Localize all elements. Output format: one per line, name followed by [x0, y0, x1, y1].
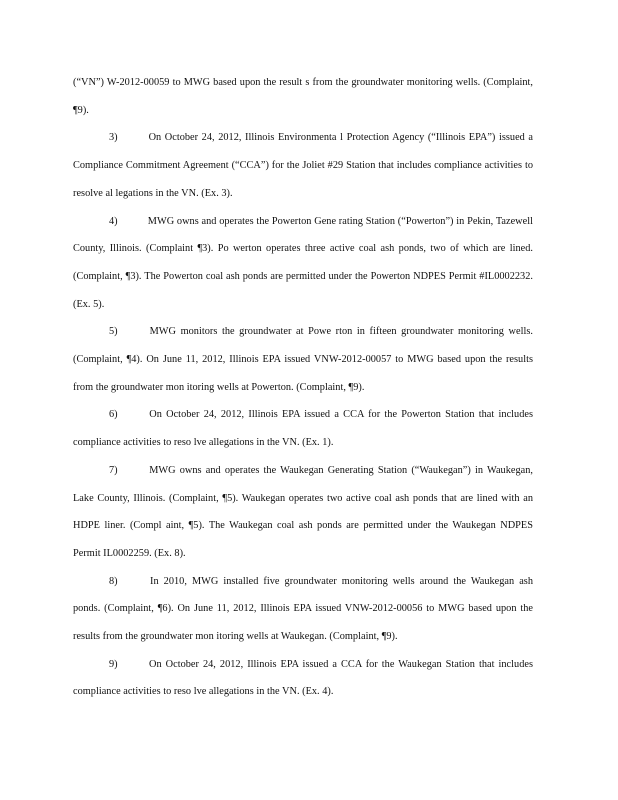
- paragraph-9: [73, 651, 533, 706]
- paragraph-number: 9): [109, 658, 118, 670]
- paragraph-text: MWG monitors the groundwater at Powe rton in fifteen groundwater monitoring wells. (Complaint, ¶4). On June 11, 2012, Illinois EPA issued VNW-2012-00057 to MWG based upon the results from the groundwater mon itoring wells at Powerton. (Complaint, ¶9).: [73, 326, 533, 393]
- paragraph-number: 3): [109, 132, 118, 144]
- paragraph-number: 4): [109, 215, 118, 227]
- paragraph-number: 5): [109, 326, 118, 338]
- paragraph-text: In 2010, MWG installed five groundwater monitoring wells around the Waukegan ash ponds. (Complaint, ¶6). On June 11, 2012, Illinois EPA issued VNW-2012-00056 to MWG based upon the results from the groundwater mon itoring wells at Waukegan. (Complaint, ¶9).: [73, 575, 533, 643]
- paragraph-number: 8): [109, 575, 118, 587]
- paragraph-5: [73, 318, 533, 401]
- paragraph-number: 6): [109, 409, 118, 421]
- paragraph-3: [73, 124, 533, 207]
- paragraph-text: On October 24, 2012, Illinois EPA issued a CCA for the Powerton Station that includes compliance activities to reso lve allegations in the VN. (Ex. 1).: [73, 409, 533, 449]
- paragraph-4: [73, 208, 533, 319]
- paragraph-text: (“VN”) W-2012-00059 to MWG based upon the result s from the groundwater monitoring wells. (Complaint, ¶9).: [73, 77, 533, 116]
- paragraph-text: MWG owns and operates the Powerton Gene rating Station (“Powerton”) in Pekin, Tazewell County, Illinois. (Complaint ¶3). Po werton operates three active coal ash ponds, two of which are lined. (Complaint, ¶3). The Powerton coal ash ponds are permitted under the Powerton NDPES Permit #IL0002232. (Ex. 5).: [73, 215, 533, 310]
- paragraph-text: On October 24, 2012, Illinois EPA issued a CCA for the Waukegan Station that includes compliance activities to reso lve allegations in the VN. (Ex. 4).: [73, 658, 533, 698]
- paragraph-7: [73, 457, 533, 568]
- paragraph-text: On October 24, 2012, Illinois Environmenta l Protection Agency (“Illinois EPA”) issued a Compliance Commitment Agreement (“CCA”) for the Joliet #29 Station that includes compliance activities to resolve al legations in the VN. (Ex. 3).: [73, 132, 533, 199]
- paragraph-8: [73, 568, 533, 651]
- paragraph-continuation: [73, 69, 533, 124]
- paragraph-6: [73, 401, 533, 456]
- paragraph-text: MWG owns and operates the Waukegan Generating Station (“Waukegan”) in Waukegan, Lake County, Illinois. (Complaint, ¶5). Waukegan operates two active coal ash ponds that are lined with an HDPE liner. (Compl aint, ¶5). The Waukegan coal ash ponds are permitted under the Waukegan NDPES Permit IL0002259. (Ex. 8).: [73, 464, 533, 559]
- document-body: [73, 69, 533, 706]
- paragraph-number: 7): [109, 464, 118, 476]
